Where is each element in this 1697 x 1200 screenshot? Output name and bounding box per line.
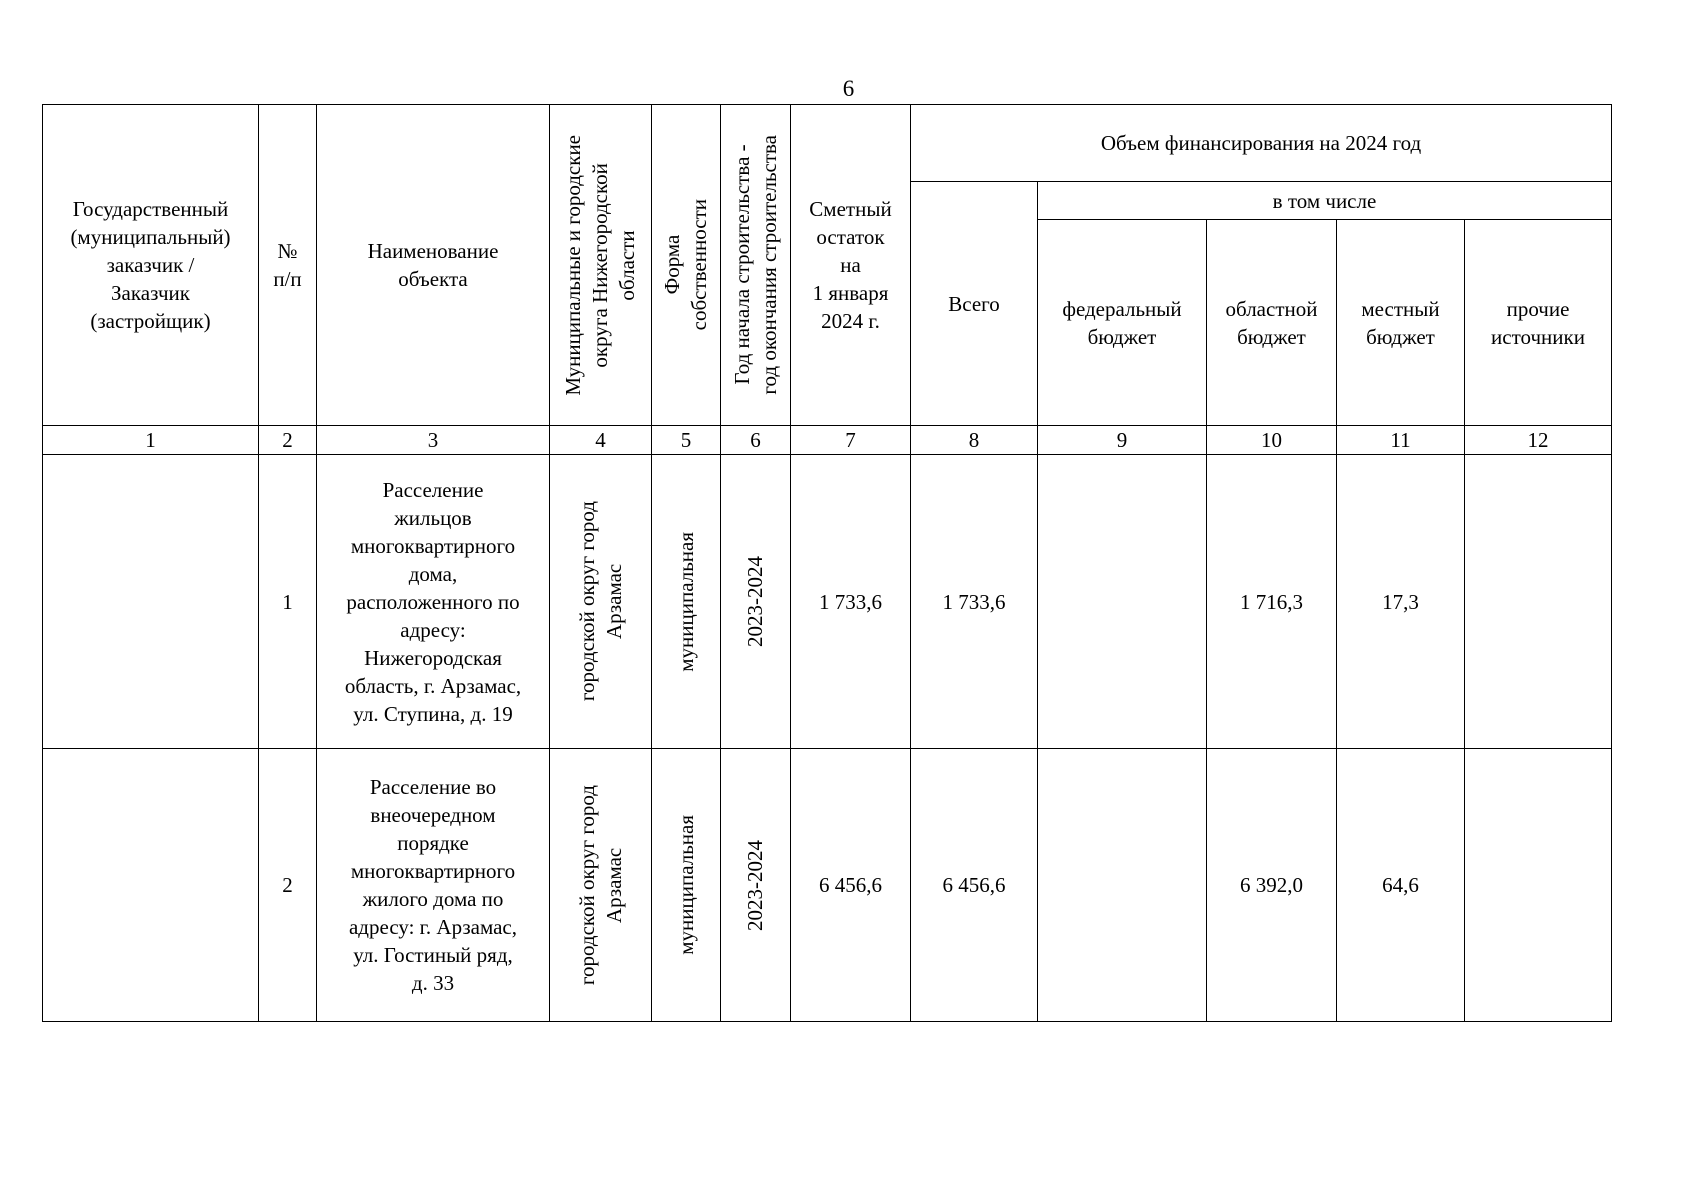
- cell-years: 2023-2024: [721, 455, 791, 749]
- header-customer: Государственный (муниципальный) заказчик / Заказчик (застройщик): [43, 105, 259, 426]
- cell-object-name: Расселение жильцов многоквартирного дома, расположенного по адресу: Нижегородская область, г. Арзамас, ул. Ступина, д. 19: [317, 455, 550, 749]
- column-number: 5: [652, 426, 721, 455]
- cell-number: 1: [259, 455, 317, 749]
- column-number: 9: [1038, 426, 1207, 455]
- header-estimate: Сметный остаток на 1 января 2024 г.: [791, 105, 911, 426]
- cell-local: 64,6: [1337, 749, 1465, 1022]
- column-number: 4: [550, 426, 652, 455]
- cell-local: 17,3: [1337, 455, 1465, 749]
- column-number: 7: [791, 426, 911, 455]
- cell-ownership: муниципальная: [652, 455, 721, 749]
- cell-customer: [43, 455, 259, 749]
- cell-estimate: 6 456,6: [791, 749, 911, 1022]
- header-regional: областной бюджет: [1207, 220, 1337, 426]
- financing-table: [42, 104, 1612, 1022]
- column-number: 1: [43, 426, 259, 455]
- cell-federal: [1038, 455, 1207, 749]
- cell-total: 1 733,6: [911, 455, 1038, 749]
- header-object-name: Наименование объекта: [317, 105, 550, 426]
- cell-other: [1465, 455, 1612, 749]
- header-total: Всего: [911, 182, 1038, 426]
- header-financing: Объем финансирования на 2024 год: [911, 105, 1612, 182]
- column-number: 12: [1465, 426, 1612, 455]
- cell-object-name: Расселение во внеочередном порядке многоквартирного жилого дома по адресу: г. Арзамас, ул. Гостиный ряд, д. 33: [317, 749, 550, 1022]
- cell-regional: 6 392,0: [1207, 749, 1337, 1022]
- column-number: 10: [1207, 426, 1337, 455]
- page-number: 6: [842, 76, 855, 101]
- header-district: Муниципальные и городские округа Нижегородской области: [550, 105, 652, 426]
- header-federal: федеральный бюджет: [1038, 220, 1207, 426]
- header-ownership: Форма собственности: [652, 105, 721, 426]
- header-years: Год начала строительства - год окончания строительства: [721, 105, 791, 426]
- column-number: 2: [259, 426, 317, 455]
- cell-customer: [43, 749, 259, 1022]
- header-including: в том числе: [1038, 182, 1612, 220]
- column-number: 8: [911, 426, 1038, 455]
- cell-district: городской округ город Арзамас: [550, 455, 652, 749]
- cell-estimate: 1 733,6: [791, 455, 911, 749]
- column-number: 6: [721, 426, 791, 455]
- header-local: местный бюджет: [1337, 220, 1465, 426]
- header-row-1: [43, 105, 1612, 182]
- cell-total: 6 456,6: [911, 749, 1038, 1022]
- column-number: 11: [1337, 426, 1465, 455]
- cell-number: 2: [259, 749, 317, 1022]
- cell-ownership: муниципальная: [652, 749, 721, 1022]
- table-row: [43, 455, 1612, 749]
- cell-years: 2023-2024: [721, 749, 791, 1022]
- header-number: № п/п: [259, 105, 317, 426]
- column-number-row: [43, 426, 1612, 455]
- cell-district: городской округ город Арзамас: [550, 749, 652, 1022]
- cell-regional: 1 716,3: [1207, 455, 1337, 749]
- cell-federal: [1038, 749, 1207, 1022]
- column-number: 3: [317, 426, 550, 455]
- header-other: прочие источники: [1465, 220, 1612, 426]
- cell-other: [1465, 749, 1612, 1022]
- table-row: [43, 749, 1612, 1022]
